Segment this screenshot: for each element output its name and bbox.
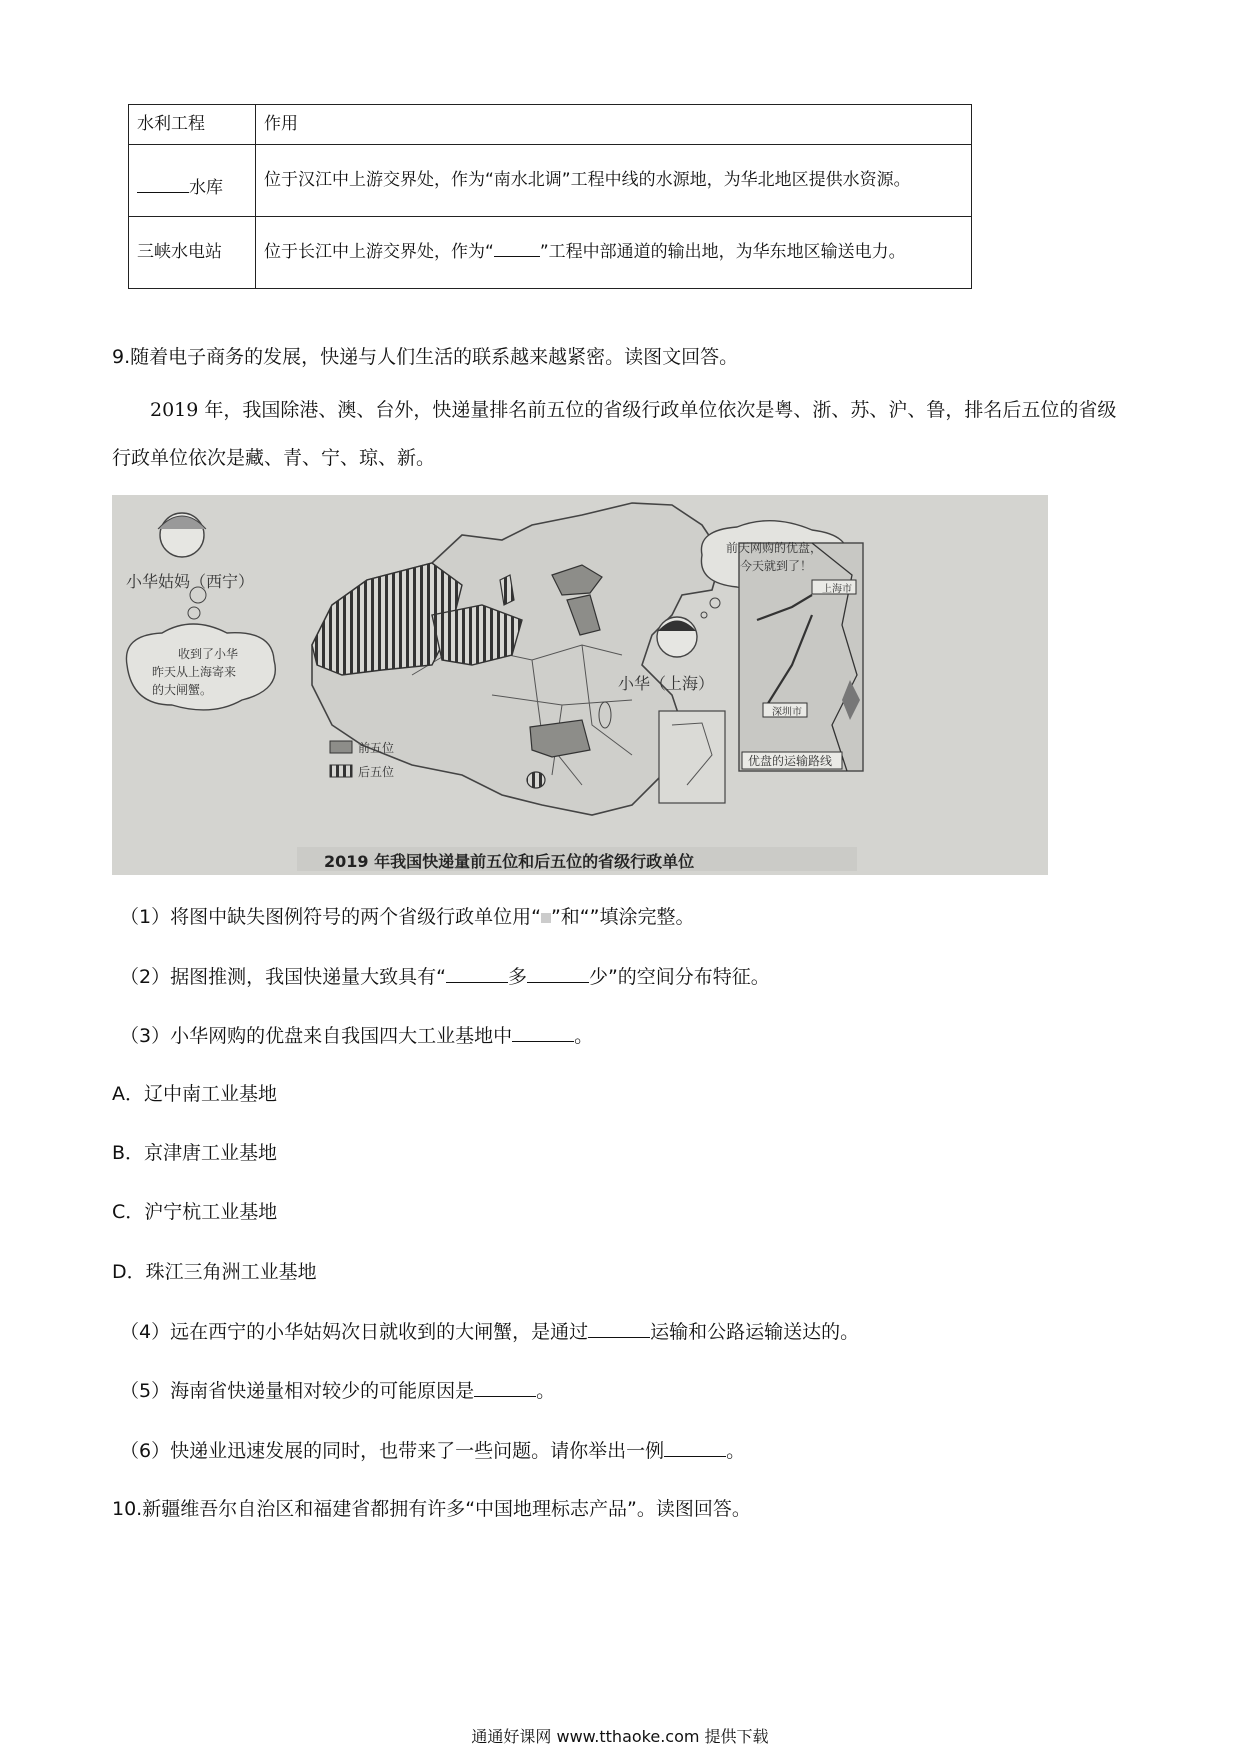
xiaohua-label: 小华（上海） — [618, 674, 715, 693]
option-c: C．沪宁杭工业基地 — [112, 1201, 278, 1223]
table-cell-three-gorges: 三峡水电站 — [129, 217, 256, 289]
answer-blank — [664, 1437, 726, 1457]
inset-caption: 优盘的运输路线 — [748, 754, 833, 768]
table-cell-three-gorges-function: 位于长江中上游交界处，作为“ ”工程中部通道的输出地，为华东地区输送电力。 — [256, 217, 972, 289]
table-row — [129, 217, 972, 289]
hainan-region — [527, 772, 545, 788]
table-cell-reservoir-function: 位于汉江中上游交界处，作为“南水北调”工程中线的水源地，为华北地区提供水资源。 — [256, 145, 972, 217]
q9-sub6: （6）快递业迅速发展的同时，也带来了一些问题。请你举出一例 。 — [120, 1437, 745, 1465]
option-d: D．珠江三角洲工业基地 — [112, 1261, 317, 1283]
answer-blank — [474, 1377, 536, 1397]
option-a: A．辽中南工业基地 — [112, 1083, 277, 1105]
table-header-project: 水利工程 — [129, 105, 256, 145]
xiaohua-bubble-line: 今天就到了！ — [740, 559, 813, 573]
guangdong-region — [530, 720, 590, 757]
q10-stem: 10.新疆维吾尔自治区和福建省都拥有许多“中国地理标志产品”。读图回答。 — [112, 1498, 751, 1520]
q9-passage: 2019 年，我国除港、澳、台外，快递量排名前五位的省级行政单位依次是粤、浙、苏、沪、鲁，排名后五位的省级行政单位依次是藏、青、宁、琼、新。 — [112, 399, 1117, 469]
legend-bottom-five-label: 后五位 — [358, 765, 395, 779]
table-header-row — [129, 105, 972, 145]
table-header-function: 作用 — [256, 105, 972, 145]
water-project-table — [128, 104, 972, 289]
legend-top-five-label: 前五位 — [358, 741, 395, 755]
option-b: B．京津唐工业基地 — [112, 1142, 278, 1164]
legend-bottom-five-swatch — [330, 765, 352, 777]
q9-sub1: （1）将图中缺失图例符号的两个省级行政单位用“ ”和“”填涂完整。 — [120, 906, 695, 928]
legend-symbol-gray — [541, 913, 551, 923]
answer-blank — [446, 963, 508, 983]
express-map-figure — [112, 495, 1048, 875]
answer-blank — [512, 1022, 574, 1042]
legend-top-five-swatch — [330, 741, 352, 753]
figure-caption: 2019 年我国快递量前五位和后五位的省级行政单位 — [324, 852, 695, 871]
page-footer: 通通好课网 www.tthaoke.com 提供下载 — [471, 1727, 769, 1746]
aunt-bubble-line: 的大闸蟹。 — [152, 683, 213, 697]
inset-shenzhen-label: 深圳市 — [772, 707, 802, 718]
xiaohua-bubble-line: 前天网购的优盘， — [726, 541, 823, 555]
table-row — [129, 145, 972, 217]
aunt-label: 小华姑妈（西宁） — [126, 572, 255, 591]
aunt-bubble-line: 昨天从上海寄来 — [152, 665, 237, 679]
answer-blank — [137, 175, 189, 193]
q9-stem: 9.随着电子商务的发展，快递与人们生活的联系越来越紧密。读图文回答。 — [112, 346, 739, 368]
q9-sub5: （5）海南省快递量相对较少的可能原因是 。 — [120, 1377, 555, 1405]
table-cell-reservoir: 水库 — [129, 145, 256, 217]
q9-sub4: （4）远在西宁的小华姑妈次日就收到的大闸蟹，是通过 运输和公路运输送达的。 — [120, 1318, 859, 1346]
aunt-bubble-line: 收到了小华 — [178, 647, 239, 661]
china-map-illustration — [112, 495, 1048, 875]
answer-blank — [527, 963, 589, 983]
answer-blank — [588, 1318, 650, 1338]
q9-sub2: （2）据图推测，我国快递量大致具有“ 多 少”的空间分布特征。 — [120, 963, 770, 991]
answer-blank — [494, 239, 540, 257]
inset-shanghai-label: 上海市 — [822, 584, 852, 595]
transport-route-inset — [739, 543, 863, 771]
south-sea-inset — [659, 711, 725, 803]
q9-sub3: （3）小华网购的优盘来自我国四大工业基地中 。 — [120, 1022, 593, 1050]
